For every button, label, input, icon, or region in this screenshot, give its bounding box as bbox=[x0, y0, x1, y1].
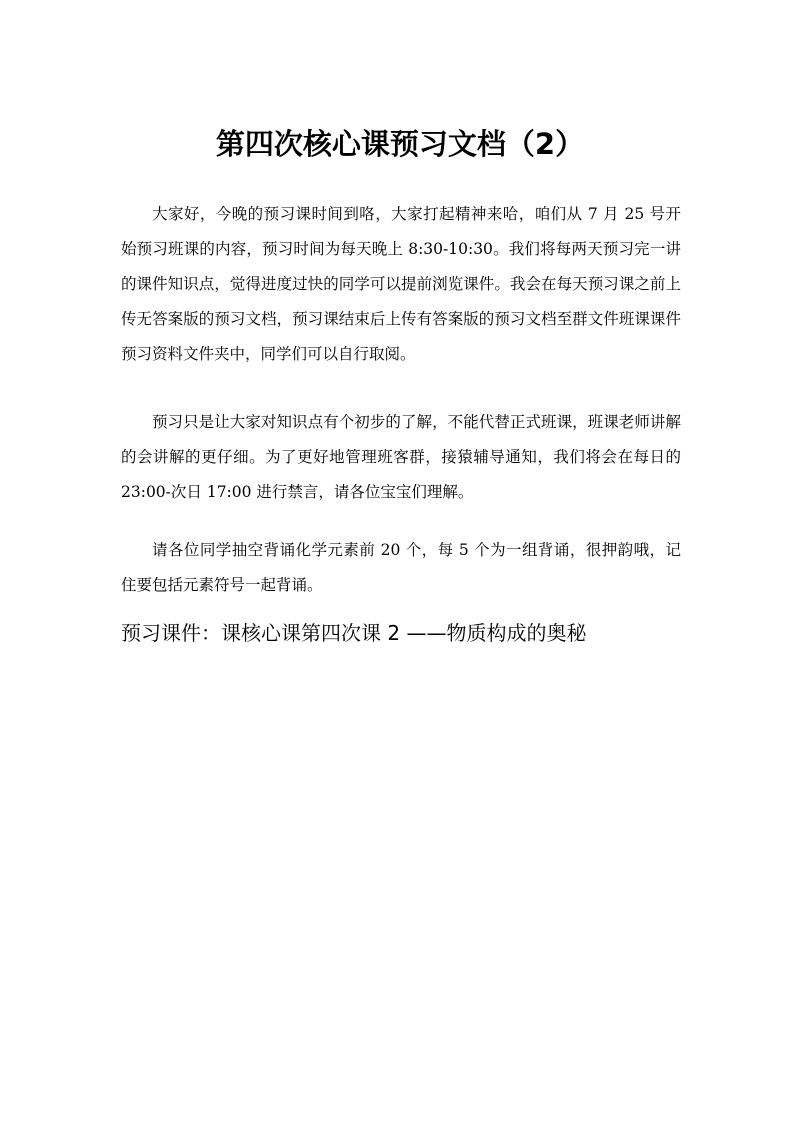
memorization-paragraph: 请各位同学抽空背诵化学元素前 20 个，每 5 个为一组背诵，很押韵哦，记住要包括元素符号一起背诵。 bbox=[121, 541, 681, 594]
courseware-heading: 预习课件：课核心课第四次课 2 ——物质构成的奥秘 bbox=[121, 621, 587, 645]
intro-paragraph: 大家好，今晚的预习课时间到咯，大家打起精神来哈，咱们从 7 月 25 号开始预习班课的内容，预习时间为每天晚上 8:30-10:30。我们将每两天预习完一讲的课件知识点，觉得进度过快的同学可以提前浏览课件。我会在每天预习课之前上传无答案版的预习文档，预习课结束后上传有答案版的预习文档至群文件班课课件预习资料文件夹中，同学们可以自行取阅。 bbox=[121, 205, 681, 363]
document-title: 第四次核心课预习文档（2） bbox=[215, 127, 585, 161]
notice-paragraph: 预习只是让大家对知识点有个初步的了解，不能代替正式班课，班课老师讲解的会讲解的更仔细。为了更好地管理班客群，接猿辅导通知，我们将会在每日的 23:00-次日 17:00 进行禁言，请各位宝宝们理解。 bbox=[121, 413, 681, 501]
